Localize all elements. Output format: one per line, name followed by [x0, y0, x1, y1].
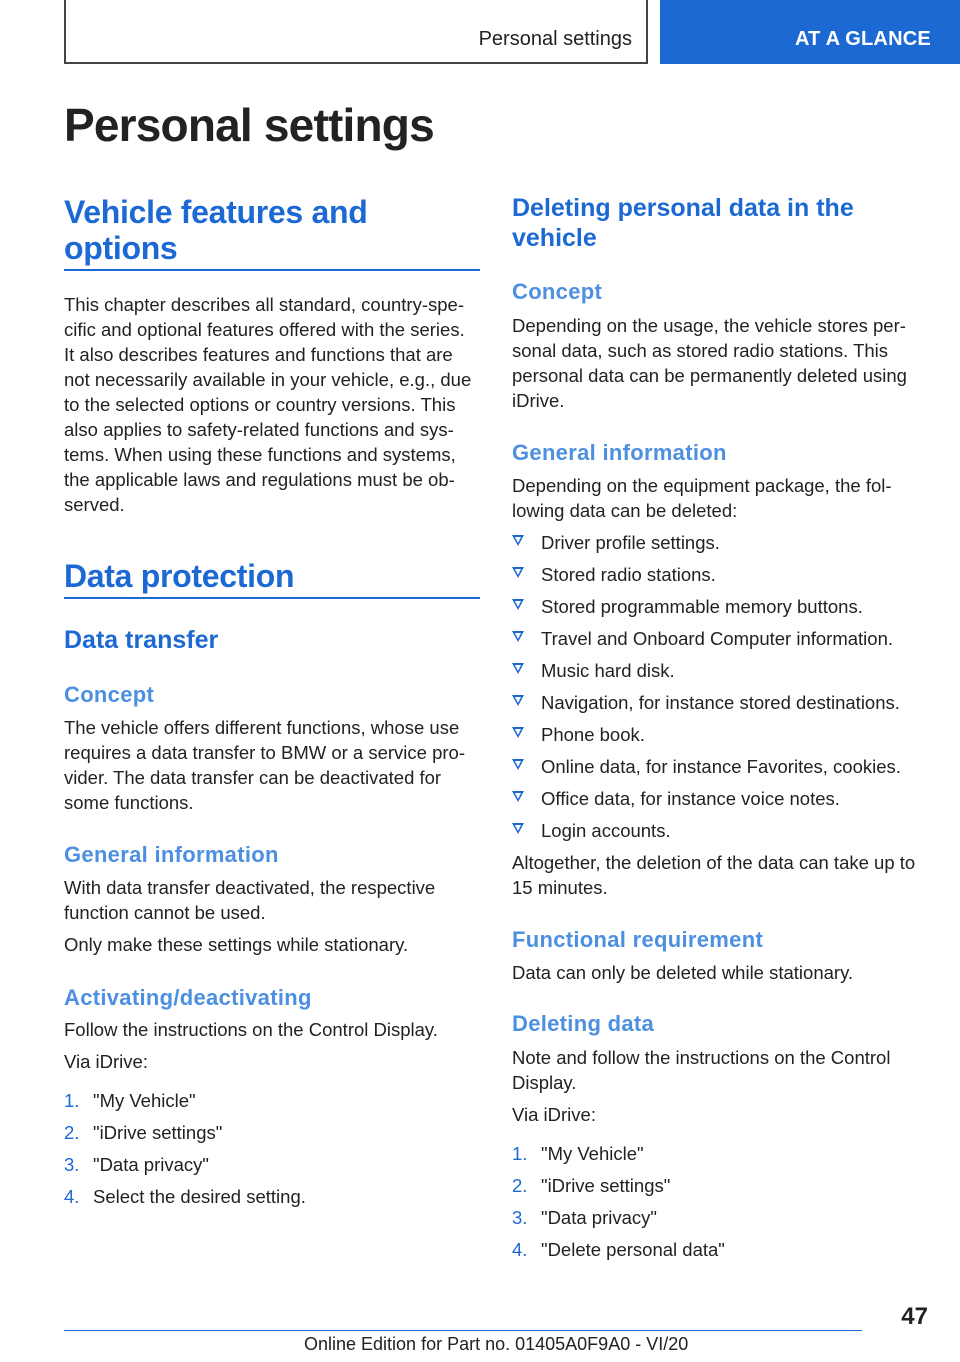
bullet-triangle-icon [512, 663, 524, 674]
general-information-body: Depending on the equipment package, the fol-lowing data can be deleted: [512, 475, 892, 521]
concept-heading: Concept [64, 682, 155, 707]
page-number: 47 [901, 1303, 928, 1330]
activating-heading: Activating/deactivating [64, 985, 312, 1010]
bullet-triangle-icon [512, 599, 524, 610]
list-item: Driver profile settings. [512, 530, 928, 562]
functional-requirement-body: Data can only be deleted while stationary. [512, 962, 854, 983]
bullet-triangle-icon [512, 567, 524, 578]
list-item: 3. "Data privacy" [512, 1207, 657, 1228]
vehicle-features-heading: Vehicle features and options [64, 194, 368, 266]
bullet-triangle-icon [512, 791, 524, 802]
header-section-tab [64, 0, 648, 64]
duration-note: Altogether, the deletion of the data can take up to 15 minutes. [512, 852, 916, 898]
list-item: 3. "Data privacy" [64, 1154, 209, 1175]
deleting-data-body: Note and follow the instructions on the Control Display. [512, 1047, 891, 1093]
list-item: Login accounts. [512, 818, 928, 850]
bullet-triangle-icon [512, 631, 524, 642]
section-rule [64, 597, 480, 599]
bullet-triangle-icon [512, 759, 524, 770]
general-information-body: With data transfer deactivated, the respective function cannot be used. [64, 877, 436, 923]
header-chapter-label: AT A GLANCE [795, 28, 931, 50]
general-information-heading: General information [512, 440, 727, 465]
functional-requirement-heading: Functional requirement [512, 927, 764, 952]
deleting-personal-data-heading: Deleting personal data in the vehicle [512, 194, 854, 252]
via-idrive: Via iDrive: [512, 1104, 596, 1125]
via-idrive: Via iDrive: [64, 1051, 148, 1072]
deleting-data-heading: Deleting data [512, 1011, 655, 1036]
header-section-title: Personal settings [478, 28, 632, 50]
page-title: Personal settings [64, 99, 434, 151]
list-item: Phone book. [512, 722, 928, 754]
concept-heading: Concept [512, 279, 603, 304]
footer-edition: Online Edition for Part no. 01405A0F9A0 - VI/20 [304, 1334, 689, 1354]
list-item: 4. Select the desired setting. [64, 1186, 306, 1207]
footer-rule [64, 1330, 862, 1331]
bullet-triangle-icon [512, 535, 524, 546]
bullet-triangle-icon [512, 695, 524, 706]
list-item: 1. "My Vehicle" [512, 1143, 644, 1164]
list-item: Travel and Onboard Computer information. [512, 626, 928, 658]
deletable-data-list [512, 530, 928, 850]
list-item: Stored radio stations. [512, 562, 928, 594]
list-item: 4. "Delete personal data" [512, 1239, 725, 1260]
activating-steps [64, 1088, 480, 1216]
section-rule [64, 269, 480, 271]
list-item: 2. "iDrive settings" [512, 1175, 671, 1196]
stationary-note: Only make these settings while stationary. [64, 934, 409, 955]
bullet-triangle-icon [512, 727, 524, 738]
list-item: Online data, for instance Favorites, cookies. [512, 754, 928, 786]
list-item: Navigation, for instance stored destinations. [512, 690, 928, 722]
general-information-heading: General information [64, 842, 279, 867]
activating-body: Follow the instructions on the Control Display. [64, 1019, 438, 1040]
deleting-steps [512, 1141, 928, 1269]
list-item: Stored programmable memory buttons. [512, 594, 928, 626]
concept-body: Depending on the usage, the vehicle stores per-sonal data, such as stored radio stations. This personal data can be permanently deleted using iDrive. [512, 315, 907, 411]
list-item: 2. "iDrive settings" [64, 1122, 223, 1143]
data-transfer-heading: Data transfer [64, 626, 219, 654]
header-chapter-tab[interactable] [660, 0, 960, 64]
data-protection-heading: Data protection [64, 558, 295, 594]
list-item: Office data, for instance voice notes. [512, 786, 928, 818]
bullet-triangle-icon [512, 823, 524, 834]
list-item: 1. "My Vehicle" [64, 1090, 196, 1111]
concept-body: The vehicle offers different functions, whose use requires a data transfer to BMW or a service pro-vider. The data transfer can be deactivated for some functions. [64, 717, 465, 813]
vehicle-features-body: This chapter describes all standard, country-spe-cific and optional features offered with the series. It also describes features and functions that are not necessarily available in your vehicle, e.g., due to the selected options or country versions. This also applies to safety-related functions and sys-tems. When using these functions and systems, the applicable laws and regulations must be ob-served. [64, 294, 472, 515]
list-item: Music hard disk. [512, 658, 928, 690]
